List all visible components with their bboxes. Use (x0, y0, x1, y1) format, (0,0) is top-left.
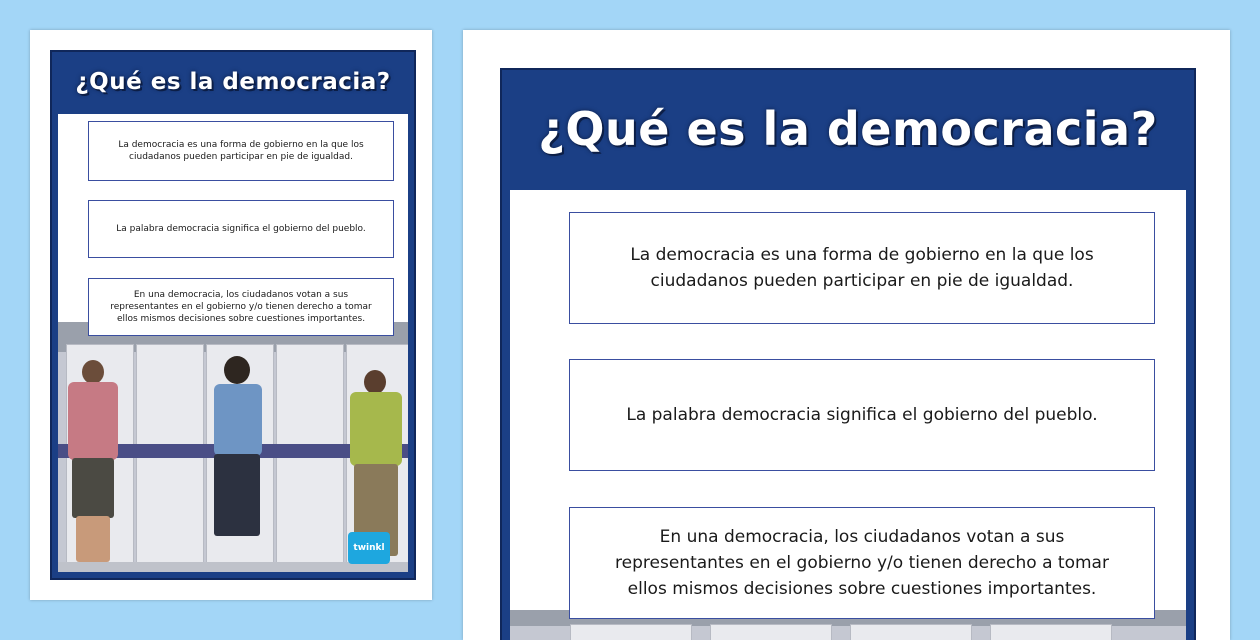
voter-figure (204, 352, 274, 572)
info-card: La democracia es una forma de gobierno en la que los ciudadanos pueden participar en pie de igualdad. (88, 121, 394, 181)
voting-booth (136, 344, 204, 572)
voting-booth (570, 624, 692, 640)
content-panel (58, 114, 408, 572)
info-card: La palabra democracia significa el gobierno del pueblo. (88, 200, 394, 258)
title-banner (502, 70, 1194, 188)
content-panel (510, 190, 1186, 640)
voting-booth (850, 624, 972, 640)
poster-thumbnail-sheet (30, 30, 432, 600)
info-card: La palabra democracia significa el gobierno del pueblo. (569, 359, 1155, 471)
voting-booth (276, 344, 344, 572)
poster-closeup (500, 68, 1196, 640)
info-card: En una democracia, los ciudadanos votan a sus representantes en el gobierno y/o tienen derecho a tomar ellos mismos decisiones sobre cuestiones importantes. (569, 507, 1155, 619)
voter-figure (60, 352, 130, 572)
poster-title: ¿Qué es la democracia? (538, 102, 1158, 156)
poster-title: ¿Qué es la democracia? (75, 69, 391, 95)
info-card: La democracia es una forma de gobierno en la que los ciudadanos pueden participar en pie de igualdad. (569, 212, 1155, 324)
voting-booth-illustration (58, 322, 408, 572)
poster-closeup-sheet (463, 30, 1230, 640)
twinkl-logo: twinkl (348, 532, 390, 564)
poster-thumbnail (50, 50, 416, 580)
title-banner (52, 52, 414, 112)
voting-booth (990, 624, 1112, 640)
info-card: En una democracia, los ciudadanos votan a sus representantes en el gobierno y/o tienen derecho a tomar ellos mismos decisiones sobre cuestiones importantes. (88, 278, 394, 336)
voting-booth (710, 624, 832, 640)
